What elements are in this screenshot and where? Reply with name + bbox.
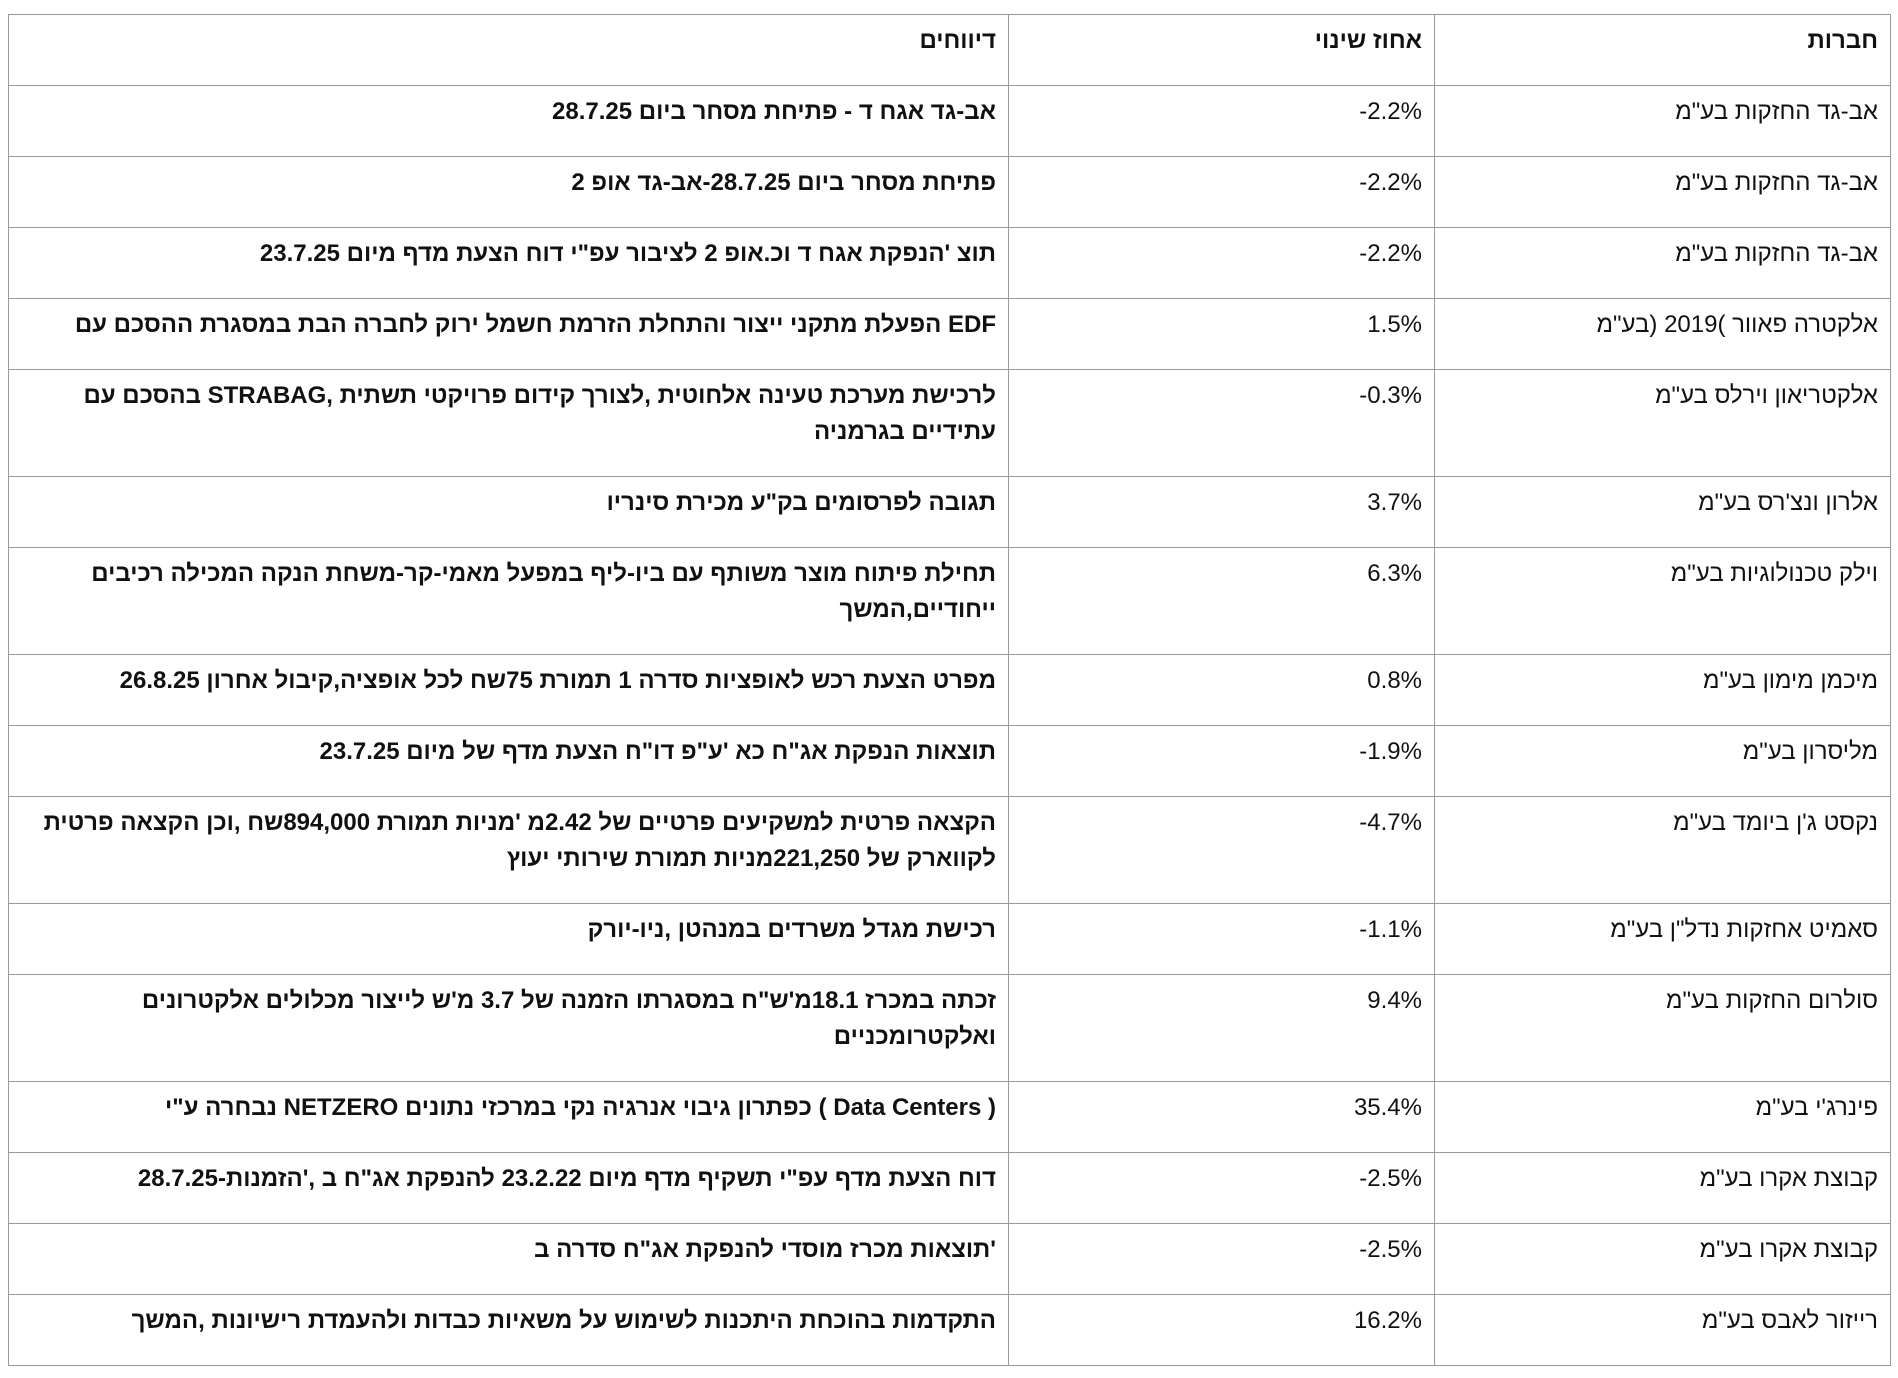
report-cell: ( Data Centers ) כפתרון גיבוי אנרגיה נקי במרכזי נתונים NETZERO נבחרה ע"י bbox=[9, 1082, 1009, 1153]
report-cell: תגובה לפרסומים בק"ע מכירת סינריו bbox=[9, 477, 1009, 548]
report-cell: התקדמות בהוכחת היתכנות לשימוש על משאיות כבדות ולהעמדת רישיונות ,המשך bbox=[9, 1295, 1009, 1366]
company-cell: אב-גד החזקות בע"מ bbox=[1435, 228, 1891, 299]
company-cell: סאמיט אחזקות נדל"ן בע"מ bbox=[1435, 904, 1891, 975]
table-row bbox=[9, 157, 1891, 228]
change-cell bbox=[1009, 1295, 1435, 1366]
table-row bbox=[9, 1082, 1891, 1153]
change-cell bbox=[1009, 655, 1435, 726]
table-row bbox=[9, 1295, 1891, 1366]
table-row bbox=[9, 797, 1891, 904]
report-cell: תחילת פיתוח מוצר משותף עם ביו-ליף במפעל מאמי-קר-משחת הנקה המכילה רכיבים ייחודיים,המשך bbox=[9, 548, 1009, 655]
company-cell: מליסרון בע"מ bbox=[1435, 726, 1891, 797]
table-row bbox=[9, 299, 1891, 370]
change-value: -2.5% bbox=[1359, 1236, 1422, 1263]
table-row bbox=[9, 1224, 1891, 1295]
change-value: 0.8% bbox=[1367, 667, 1422, 694]
reports-table-container bbox=[8, 14, 1890, 1366]
company-cell: אלקטרה פאוור )2019 (בע"מ bbox=[1435, 299, 1891, 370]
change-cell bbox=[1009, 299, 1435, 370]
company-cell: סולרום החזקות בע"מ bbox=[1435, 975, 1891, 1082]
report-cell: מפרט הצעת רכש לאופציות סדרה 1 תמורת 75שח לכל אופציה,קיבול אחרון 26.8.25 bbox=[9, 655, 1009, 726]
change-cell bbox=[1009, 1153, 1435, 1224]
change-cell bbox=[1009, 370, 1435, 477]
company-cell: נקסט ג'ן ביומד בע"מ bbox=[1435, 797, 1891, 904]
change-cell bbox=[1009, 548, 1435, 655]
change-value: 1.5% bbox=[1367, 311, 1422, 338]
change-cell bbox=[1009, 157, 1435, 228]
company-cell: אלקטריאון וירלס בע"מ bbox=[1435, 370, 1891, 477]
table-row bbox=[9, 904, 1891, 975]
report-cell: רכישת מגדל משרדים במנהטן ,ניו-יורק bbox=[9, 904, 1009, 975]
change-cell bbox=[1009, 726, 1435, 797]
change-cell bbox=[1009, 1224, 1435, 1295]
report-cell: EDF הפעלת מתקני ייצור והתחלת הזרמת חשמל ירוק לחברה הבת במסגרת ההסכם עם bbox=[9, 299, 1009, 370]
table-row bbox=[9, 86, 1891, 157]
change-value: 3.7% bbox=[1367, 489, 1422, 516]
change-value: -4.7% bbox=[1359, 809, 1422, 836]
change-value: -1.1% bbox=[1359, 916, 1422, 943]
table-row bbox=[9, 655, 1891, 726]
company-cell: אב-גד החזקות בע"מ bbox=[1435, 157, 1891, 228]
company-cell: וילק טכנולוגיות בע"מ bbox=[1435, 548, 1891, 655]
report-cell: פתיחת מסחר ביום 28.7.25-אב-גד אופ 2 bbox=[9, 157, 1009, 228]
report-cell: תוצאות הנפקת אג"ח כא 'ע"פ דו"ח הצעת מדף של מיום 23.7.25 bbox=[9, 726, 1009, 797]
header-change: אחוז שינוי bbox=[1009, 15, 1435, 86]
header-report: דיווחים bbox=[9, 15, 1009, 86]
table-row bbox=[9, 975, 1891, 1082]
report-cell: 'תוצאות מכרז מוסדי להנפקת אג"ח סדרה ב bbox=[9, 1224, 1009, 1295]
company-cell: רייזור לאבס בע"מ bbox=[1435, 1295, 1891, 1366]
report-cell: אב-גד אגח ד - פתיחת מסחר ביום 28.7.25 bbox=[9, 86, 1009, 157]
table-row bbox=[9, 726, 1891, 797]
change-cell bbox=[1009, 228, 1435, 299]
company-cell: פינרג'י בע"מ bbox=[1435, 1082, 1891, 1153]
change-cell bbox=[1009, 904, 1435, 975]
change-value: 35.4% bbox=[1353, 1094, 1422, 1121]
change-value: 6.3% bbox=[1367, 560, 1422, 587]
change-cell bbox=[1009, 477, 1435, 548]
table-row bbox=[9, 548, 1891, 655]
report-cell: הקצאה פרטית למשקיעים פרטיים של 2.42מ 'מניות תמורת 894,000שח ,וכן הקצאה פרטית לקווארק של 221,250מניות תמורת שירותי יעוץ bbox=[9, 797, 1009, 904]
change-cell bbox=[1009, 1082, 1435, 1153]
report-cell: תוצ 'הנפקת אגח ד וכ.אופ 2 לציבור עפ"י דוח הצעת מדף מיום 23.7.25 bbox=[9, 228, 1009, 299]
company-cell: אב-גד החזקות בע"מ bbox=[1435, 86, 1891, 157]
change-value: -2.2% bbox=[1359, 240, 1422, 267]
change-cell bbox=[1009, 975, 1435, 1082]
report-cell: זכתה במכרז 18.1מ'ש"ח במסגרתו הזמנה של 3.7 מ'ש לייצור מכלולים אלקטרונים ואלקטרומכניים bbox=[9, 975, 1009, 1082]
change-value: -1.9% bbox=[1359, 738, 1422, 765]
change-cell bbox=[1009, 797, 1435, 904]
change-value: -2.5% bbox=[1359, 1165, 1422, 1192]
table-row bbox=[9, 370, 1891, 477]
table-row bbox=[9, 477, 1891, 548]
table-row bbox=[9, 228, 1891, 299]
change-value: 16.2% bbox=[1353, 1307, 1422, 1334]
header-row bbox=[9, 15, 1891, 86]
change-value: 9.4% bbox=[1367, 987, 1422, 1014]
table-row bbox=[9, 1153, 1891, 1224]
change-value: -2.2% bbox=[1359, 98, 1422, 125]
company-cell: מיכמן מימון בע"מ bbox=[1435, 655, 1891, 726]
change-cell bbox=[1009, 86, 1435, 157]
company-cell: אלרון ונצ'רס בע"מ bbox=[1435, 477, 1891, 548]
report-cell: לרכישת מערכת טעינה אלחוטית ,לצורך קידום פרויקטי תשתית ,STRABAG בהסכם עם עתידיים בגרמניה bbox=[9, 370, 1009, 477]
report-cell: דוח הצעת מדף עפ"י תשקיף מדף מיום 23.2.22 להנפקת אג"ח ב ,'הזמנות-28.7.25 bbox=[9, 1153, 1009, 1224]
change-value: -2.2% bbox=[1359, 169, 1422, 196]
company-cell: קבוצת אקרו בע"מ bbox=[1435, 1224, 1891, 1295]
header-company: חברות bbox=[1435, 15, 1891, 86]
change-value: -0.3% bbox=[1359, 382, 1422, 409]
reports-table bbox=[8, 14, 1891, 1366]
company-cell: קבוצת אקרו בע"מ bbox=[1435, 1153, 1891, 1224]
